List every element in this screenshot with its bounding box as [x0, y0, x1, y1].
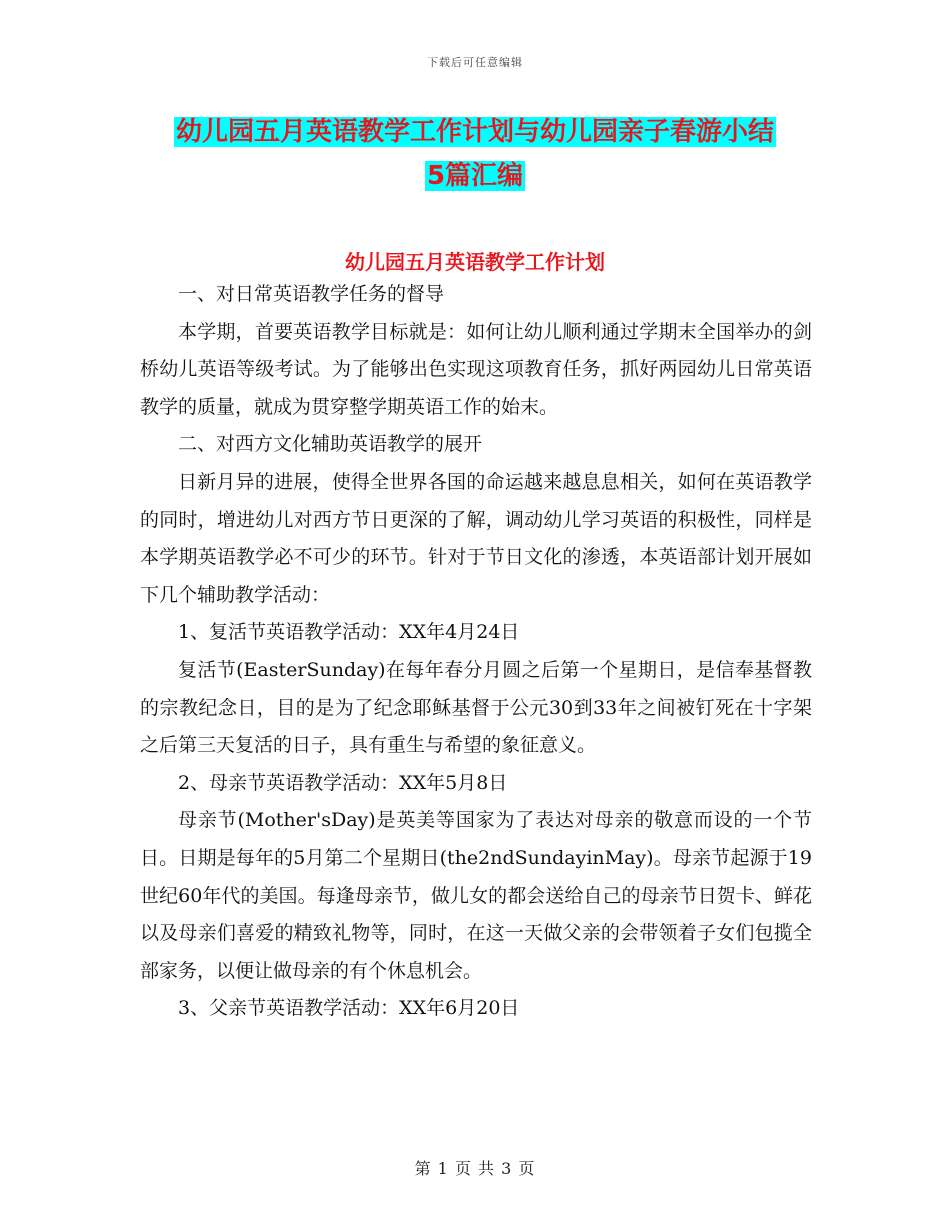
header-note: 下载后可任意编辑: [427, 56, 523, 69]
section-title: 幼儿园五月英语教学工作计划: [345, 250, 605, 274]
heading-1: 一、对日常英语教学任务的督导: [178, 283, 445, 305]
document-title: [120, 110, 830, 198]
heading-2: 二、对西方文化辅助英语教学的展开: [178, 433, 483, 456]
paragraph: 复活节(EasterSunday)在每年春分月圆之后第一个星期日，是信奉基督教的宗教纪念日，目的是为了纪念耶稣基督于公元30到33年之间被钉死在十字架之后第三天复活的日子，具有重生与希望的象征意义。: [140, 658, 812, 757]
paragraph: 日新月异的进展，使得全世界各国的命运越来越息息相关，如何在英语教学的同时，增进幼儿对西方节日更深的了解，调动幼儿学习英语的积极性，同样是本学期英语教学必不可少的环节。针对于节日文化的渗透，本英语部计划开展如下几个辅助教学活动：: [140, 470, 812, 606]
paragraph: 本学期，首要英语教学目标就是：如何让幼儿顺利通过学期末全国举办的剑桥幼儿英语等级考试。为了能够出色实现这项教育任务，抓好两园幼儿日常英语教学的质量，就成为贯穿整学期英语工作的始末。: [140, 320, 812, 418]
document-title-line-2: 5篇汇编: [426, 161, 524, 191]
list-item-fathers-day: 3、父亲节英语教学活动：XX年6月20日: [178, 997, 520, 1020]
document-title-line-1: 幼儿园五月英语教学工作计划与幼儿园亲子春游小结: [175, 117, 774, 147]
page-number: 第 1 页 共 3 页: [414, 1159, 536, 1178]
paragraph: 母亲节(Mother'sDay)是英美等国家为了表达对母亲的敬意而设的一个节日。日期是每年的5月第二个星期日(the2ndSundayinMay)。母亲节起源于19世纪60年代的美国。每逢母亲节，做儿女的都会送给自己的母亲节日贺卡、鲜花以及母亲们喜爱的精致礼物等，同时，在这一天做父亲的会带领着子女们包揽全部家务，以便让做母亲的有个休息机会。: [140, 809, 812, 982]
list-item-easter: 1、复活节英语教学活动：XX年4月24日: [178, 621, 520, 644]
list-item-mothers-day: 2、母亲节英语教学活动：XX年5月8日: [178, 771, 508, 794]
body-text: [140, 276, 812, 1028]
